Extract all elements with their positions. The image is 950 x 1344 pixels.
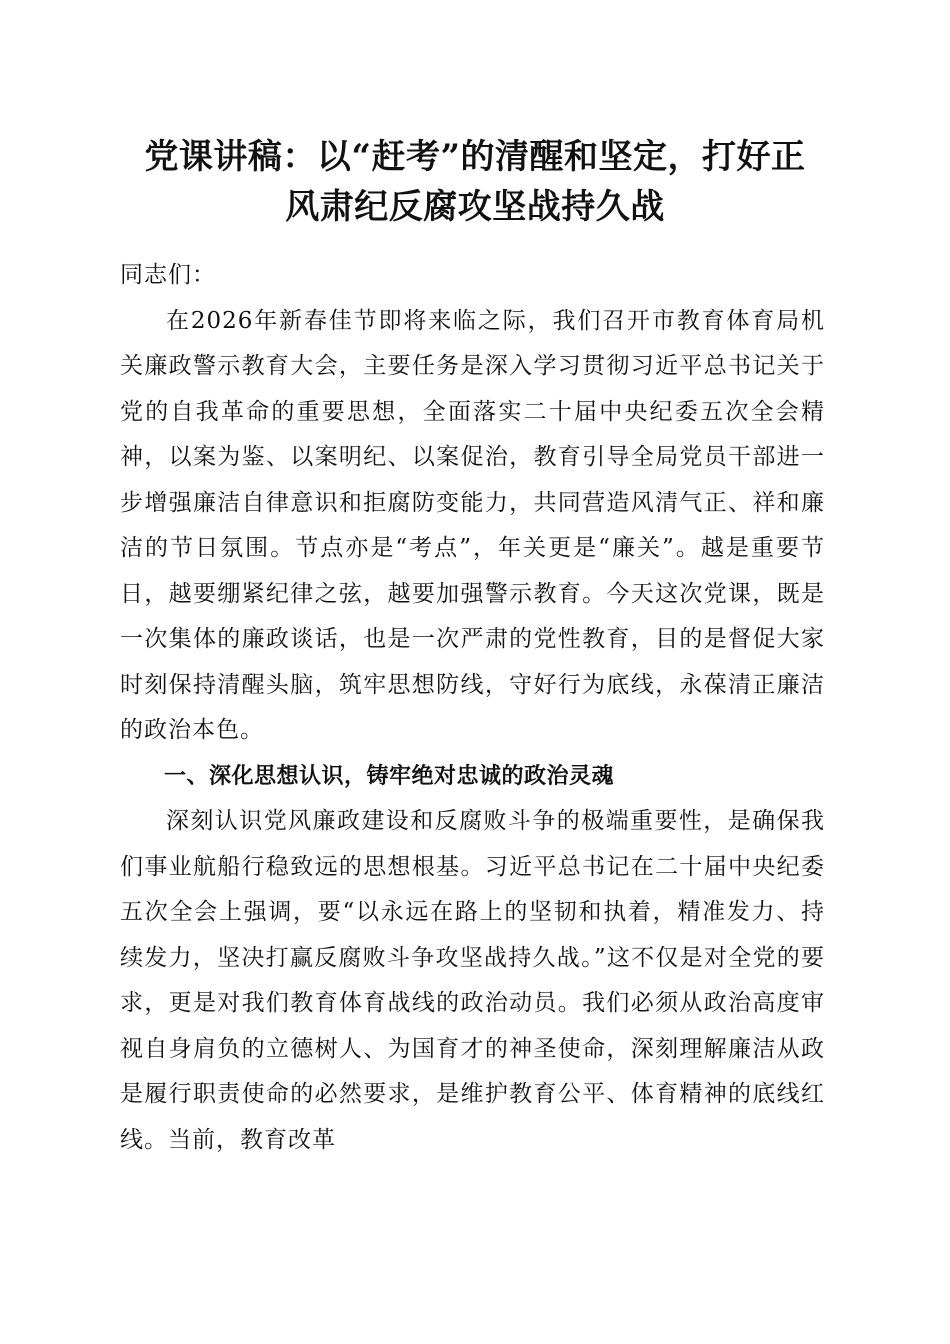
- document-title: [110, 132, 840, 232]
- paragraph-intro: 在2026年新春佳节即将来临之际，我们召开市教育体育局机关廉政警示教育大会，主要任务是深入学习贯彻习近平总书记关于党的自我革命的重要思想，全面落实二十届中央纪委五次全会精神，以案为鉴、以案明纪、以案促治，教育引导全局党员干部进一步增强廉洁自律意识和拒腐防变能力，共同营造风清气正、祥和廉洁的节日氛围。节点亦是“考点”，年关更是“廉关”。越是重要节日，越要绷紧纪律之弦，越要加强警示教育。今天这次党课，既是一次集体的廉政谈话，也是一次严肃的党性教育，目的是督促大家时刻保持清醒头脑，筑牢思想防线，守好行为底线，永葆清正廉洁的政治本色。: [120, 307, 825, 743]
- paragraph-section-1: 深刻认识党风廉政建设和反腐败斗争的极端重要性，是确保我们事业航船行稳致远的思想根基。习近平总书记在二十届中央纪委五次全会上强调，要“以永远在路上的坚韧和执着，精准发力、持续发力，坚决打赢反腐败斗争攻坚战持久战。”这不仅是对全党的要求，更是对我们教育体育战线的政治动员。我们必须从政治高度审视自身肩负的立德树人、为国育才的神圣使命，深刻理解廉洁从政是履行职责使命的必然要求，是维护教育公平、体育精神的底线红线。当前，教育改革: [120, 808, 825, 1153]
- title-line-1: 党课讲稿：以“赶考”的清醒和坚定，打好正: [144, 137, 806, 177]
- section-heading-1: 一、深化思想认识，铸牢绝对忠诚的政治灵魂: [164, 763, 615, 789]
- document-body: [120, 253, 825, 1163]
- title-line-2: 风肃纪反腐攻坚战持久战: [285, 187, 665, 227]
- salutation: 同志们：: [120, 262, 216, 288]
